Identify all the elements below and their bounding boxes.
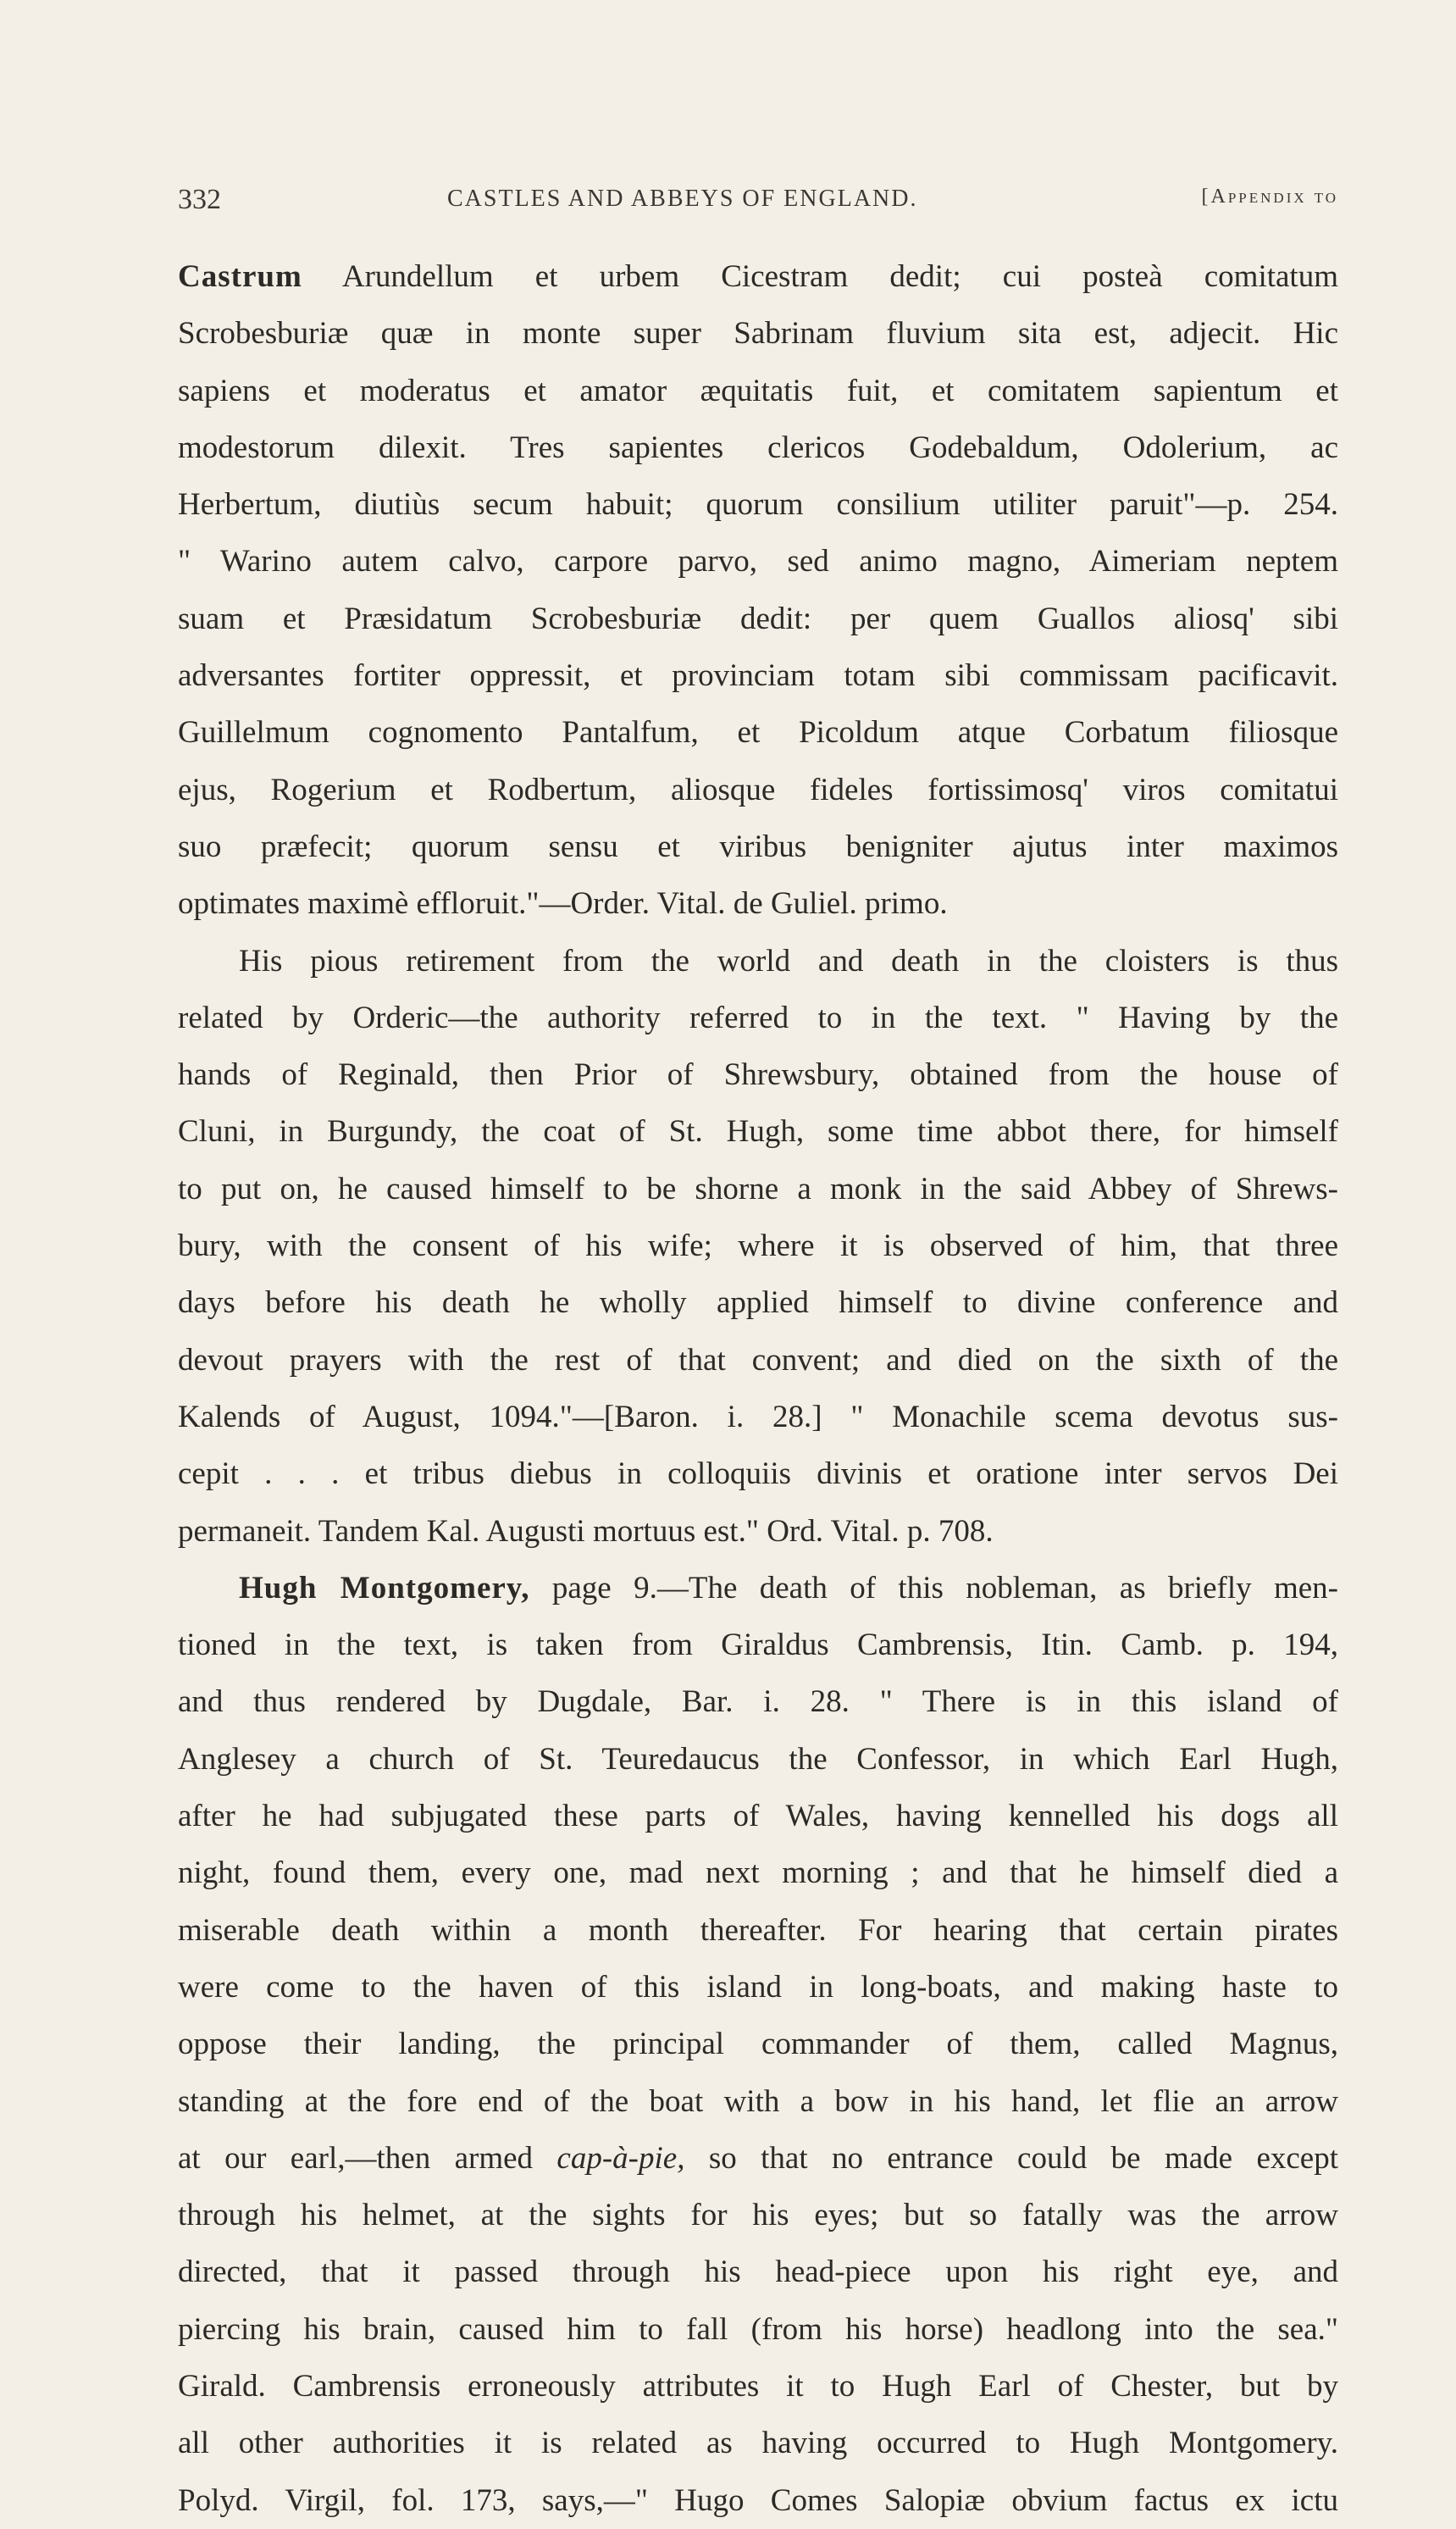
text-line [178, 363, 1338, 419]
line-text: piercing his brain, caused him to fall (from his horse) headlong into the sea." [178, 2311, 1338, 2347]
line-text: days before his death he wholly applied himself to divine conference and [178, 1285, 1338, 1321]
text-line [178, 1902, 1338, 1959]
text-line [178, 818, 1338, 875]
text-line [178, 2358, 1338, 2415]
text-line [178, 1788, 1338, 1844]
text-line [178, 990, 1338, 1046]
line-text: Herbertum, diutiùs secum habuit; quorum consilium utiliter paruit"—p. 254. [178, 487, 1338, 523]
line-text: Girald. Cambrensis erroneously attributes it to Hugh Earl of Chester, but by [178, 2368, 1338, 2404]
line-text: Cluni, in Burgundy, the coat of St. Hugh, some time abbot there, for himself [178, 1114, 1338, 1150]
text-line [178, 248, 1338, 305]
text-line [178, 2130, 1338, 2187]
line-text: optimates maximè effloruit."—Order. Vital. de Guliel. primo. [178, 886, 948, 922]
line-text: Kalends of August, 1094."—[Baron. i. 28.] " Monachile scema devotus sus- [178, 1399, 1338, 1434]
line-text-after: so that no entrance could be made except [684, 2140, 1338, 2176]
text-line [178, 1959, 1338, 2016]
line-text: related by Orderic—the authority referred to in the text. " Having by the [178, 1000, 1338, 1035]
text-line [178, 933, 1338, 990]
line-text: Scrobesburiæ quæ in monte super Sabrinam fluvium sita est, adjecit. Hic [178, 316, 1338, 352]
line-text: tioned in the text, is taken from Giraldus Cambrensis, Itin. Camb. p. 194, [178, 1628, 1338, 1663]
body-text [178, 248, 1338, 2529]
text-line [178, 1274, 1338, 1331]
text-line [178, 1673, 1338, 1730]
text-line [178, 476, 1338, 533]
text-line [178, 1161, 1338, 1217]
text-line [178, 1731, 1338, 1788]
line-text: suo præfecit; quorum sensu et viribus benigniter ajutus inter maximos [178, 829, 1338, 864]
page-number: 332 [178, 184, 221, 215]
line-text: all other authorities it is related as having occurred to Hugh Montgomery. [178, 2426, 1338, 2461]
line-text: directed, that it passed through his head-piece upon his right eye, and [178, 2254, 1338, 2290]
text-line [178, 1617, 1338, 1673]
text-line [178, 2301, 1338, 2358]
blackletter-heading: Hugh Montgomery, [239, 1570, 530, 1606]
text-line [178, 1389, 1338, 1445]
blackletter-heading: Castrum [178, 259, 302, 294]
line-text: Arundellum et urbem Cicestram dedit; cui posteà comitatum [302, 259, 1338, 294]
line-text: bury, with the consent of his wife; where it is observed of him, that three [178, 1228, 1338, 1264]
text-line [178, 591, 1338, 647]
line-text: devout prayers with the rest of that convent; and died on the sixth of the [178, 1342, 1338, 1378]
line-text: oppose their landing, the principal commander of them, called Magnus, [178, 2027, 1338, 2062]
line-text: to put on, he caused himself to be shorne a monk in the said Abbey of Shrews- [178, 1171, 1338, 1206]
text-line [178, 875, 1338, 932]
text-line [178, 2016, 1338, 2072]
text-line [178, 1217, 1338, 1274]
line-text: Polyd. Virgil, fol. 173, says,—" Hugo Comes Salopiæ obvium factus ex ictu [178, 2482, 1338, 2518]
line-text: hands of Reginald, then Prior of Shrewsbury, obtained from the house of [178, 1057, 1338, 1093]
running-title: CASTLES AND ABBEYS OF ENGLAND. [447, 186, 918, 212]
line-text: " Warino autem calvo, carpore parvo, sed animo magno, Aimeriam neptem [178, 544, 1338, 580]
book-page [178, 174, 1338, 2529]
text-line [178, 305, 1338, 362]
line-text: sapiens et moderatus et amator æquitatis fuit, et comitatem sapientum et [178, 373, 1338, 408]
line-text: miserable death within a month thereafter. For hearing that certain pirates [178, 1912, 1338, 1948]
text-line [178, 1332, 1338, 1389]
line-text: Guillelmum cognomento Pantalfum, et Picoldum atque Corbatum filiosque [178, 715, 1338, 751]
line-text: at our earl,—then armed [178, 2140, 557, 2176]
line-text: page 9.—The death of this nobleman, as briefly men- [529, 1570, 1338, 1606]
text-line [178, 704, 1338, 761]
text-line [178, 762, 1338, 818]
text-line [178, 1844, 1338, 1901]
line-text: standing at the fore end of the boat with a bow in his hand, let flie an arrow [178, 2083, 1338, 2119]
line-text: ejus, Rogerium et Rodbertum, aliosque fideles fortissimosq' viros comitatui [178, 772, 1338, 807]
text-line [178, 419, 1338, 476]
line-text: Anglesey a church of St. Teuredaucus the Confessor, in which Earl Hugh, [178, 1741, 1338, 1777]
line-text: cepit . . . et tribus diebus in colloquiis divinis et oratione inter servos Dei [178, 1456, 1338, 1492]
line-text: through his helmet, at the sights for his eyes; but so fatally was the arrow [178, 2198, 1338, 2233]
text-line [178, 1445, 1338, 1502]
line-text: and thus rendered by Dugdale, Bar. i. 28. " There is in this island of [178, 1684, 1338, 1720]
page-header [178, 174, 1338, 216]
line-text: modestorum dilexit. Tres sapientes clericos Godebaldum, Odolerium, ac [178, 430, 1338, 465]
line-text: suam et Præsidatum Scrobesburiæ dedit: per quem Guallos aliosq' sibi [178, 601, 1338, 636]
text-line [178, 2472, 1338, 2529]
text-line [178, 2187, 1338, 2243]
line-text: were come to the haven of this island in long-boats, and making haste to [178, 1969, 1338, 2005]
text-line [178, 2415, 1338, 2471]
line-text: His pious retirement from the world and death in the cloisters is thus [239, 943, 1338, 979]
line-text: permaneit. Tandem Kal. Augusti mortuus est." Ord. Vital. p. 708. [178, 1513, 994, 1549]
line-text: after he had subjugated these parts of Wales, having kennelled his dogs all [178, 1799, 1338, 1834]
text-line [178, 2073, 1338, 2130]
text-line [178, 1560, 1338, 1617]
text-line [178, 1103, 1338, 1160]
text-line [178, 1503, 1338, 1560]
line-text: adversantes fortiter oppressit, et provinciam totam sibi commissam pacificavit. [178, 658, 1338, 694]
text-line [178, 2243, 1338, 2300]
line-text: night, found them, every one, mad next morning ; and that he himself died a [178, 1855, 1338, 1891]
text-line [178, 1046, 1338, 1103]
text-line [178, 647, 1338, 704]
text-line [178, 533, 1338, 590]
section-label: [Appendix to [1201, 186, 1338, 208]
italic-phrase: cap-à-pie, [556, 2140, 685, 2176]
